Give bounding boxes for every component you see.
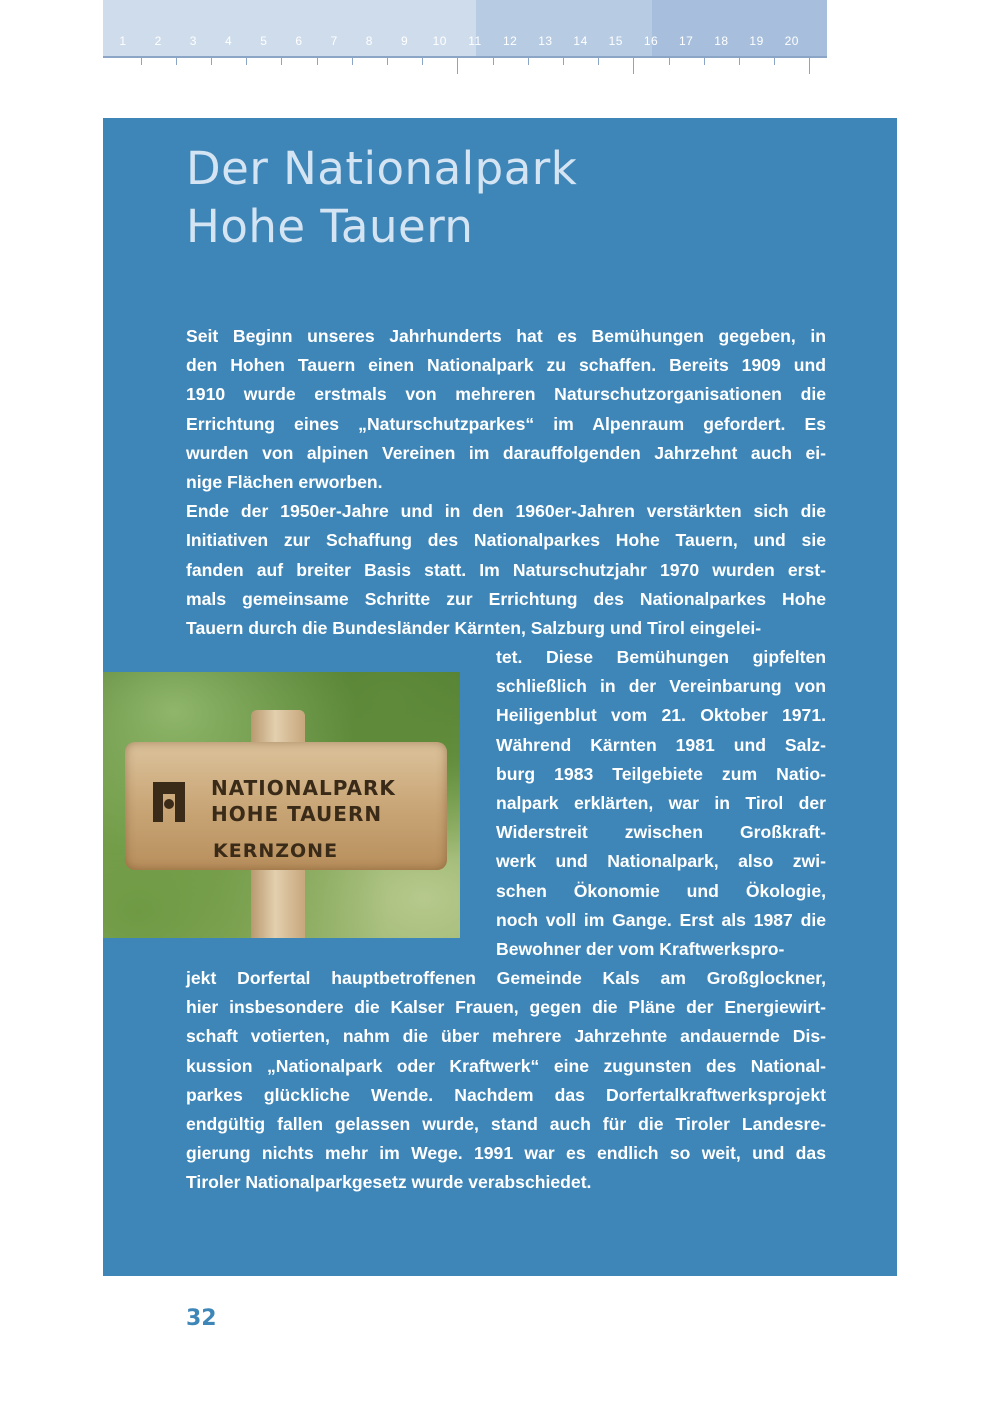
ruler-number: 7 bbox=[330, 34, 338, 48]
text-line: burg 1983 Teilgebiete zum Natio- bbox=[496, 763, 826, 784]
ruler-tick bbox=[281, 56, 282, 65]
ruler-tick bbox=[528, 56, 529, 65]
text-line: Initiativen zur Schaffung des Nationalparkes Hohe Tauern, und sie bbox=[186, 530, 826, 551]
body-text-upper bbox=[186, 322, 826, 643]
ruler-number: 18 bbox=[714, 34, 729, 48]
page-title bbox=[186, 140, 577, 256]
chapter-ruler bbox=[103, 0, 827, 74]
ruler-tick bbox=[633, 56, 634, 74]
body-text-beside-photo bbox=[496, 643, 826, 964]
ruler-tick bbox=[774, 56, 775, 65]
text-line: nige Flächen erworben. bbox=[186, 472, 383, 493]
text-line: schaft votierten, nahm die über mehrere Jahrzehnte andauernde Dis- bbox=[186, 1026, 826, 1047]
text-line: Während Kärnten 1981 und Salz- bbox=[496, 734, 826, 755]
sign-text-line-1: NATIONALPARK bbox=[211, 776, 396, 800]
ruler-tick bbox=[739, 56, 740, 65]
title-line-1: Der Nationalpark bbox=[186, 142, 578, 195]
ruler-number: 4 bbox=[225, 34, 233, 48]
ruler-number: 10 bbox=[432, 34, 447, 48]
ruler-number: 2 bbox=[154, 34, 162, 48]
ruler-tick bbox=[141, 56, 142, 65]
ruler-tick bbox=[211, 56, 212, 65]
ruler-number: 9 bbox=[401, 34, 409, 48]
ruler-number: 1 bbox=[119, 34, 127, 48]
ruler-tick bbox=[669, 56, 670, 65]
text-line: mals gemeinsame Schritte zur Errichtung des Nationalparkes Hohe bbox=[186, 588, 826, 609]
ruler-segment-2 bbox=[476, 0, 652, 58]
text-line: werk und Nationalpark, also zwi- bbox=[496, 851, 826, 872]
text-line: Seit Beginn unseres Jahrhunderts hat es Bemühungen gegeben, in bbox=[186, 326, 826, 346]
ruler-number: 8 bbox=[365, 34, 373, 48]
ruler-tick bbox=[352, 56, 353, 65]
ruler-tick bbox=[563, 56, 564, 65]
ruler-number: 14 bbox=[573, 34, 588, 48]
ruler-number: 19 bbox=[749, 34, 764, 48]
text-line: gierung nichts mehr im Wege. 1991 war es endlich so weit, und das bbox=[186, 1143, 826, 1164]
text-line: Tiroler Nationalparkgesetz wurde verabschiedet. bbox=[186, 1172, 592, 1193]
ruler-number: 16 bbox=[643, 34, 659, 48]
ruler-tick bbox=[457, 56, 458, 74]
text-line: Errichtung eines „Naturschutzparkes“ im Alpenraum gefordert. Es bbox=[186, 413, 826, 434]
text-line: Bewohner der vom Kraftwerkspro- bbox=[496, 939, 785, 960]
text-line: nalpark erklärten, war in Tirol der bbox=[496, 793, 826, 814]
ruler-number: 6 bbox=[295, 34, 303, 48]
text-line: tet. Diese Bemühungen gipfelten bbox=[496, 647, 826, 667]
text-line: wurden von alpinen Vereinen im darauffolgenden Jahrzehnt auch ei- bbox=[186, 442, 826, 463]
text-line: fanden auf breiter Basis statt. Im Naturschutzjahr 1970 wurden erst- bbox=[186, 559, 826, 580]
text-line: noch voll im Gange. Erst als 1987 die bbox=[496, 909, 826, 930]
ruler-tick bbox=[809, 56, 810, 74]
ruler-number: 17 bbox=[679, 34, 694, 48]
ruler-number: 3 bbox=[189, 34, 197, 48]
text-line: Tauern durch die Bundesländer Kärnten, Salzburg und Tirol eingelei- bbox=[186, 618, 762, 639]
text-line: 1910 wurde erstmals von mehreren Naturschutzorganisationen die bbox=[186, 384, 826, 405]
text-line: endgültig fallen gelassen wurde, stand auch für die Tiroler Landesre- bbox=[186, 1114, 826, 1135]
title-line-2: Hohe Tauern bbox=[186, 200, 474, 253]
ruler-segment-1 bbox=[103, 0, 476, 58]
ruler-tick bbox=[317, 56, 318, 65]
ruler-number: 12 bbox=[503, 34, 518, 48]
text-line: schen Ökonomie und Ökologie, bbox=[496, 880, 826, 901]
text-line: parkes glückliche Wende. Nachdem das Dorfertalkraftwerksprojekt bbox=[186, 1084, 826, 1105]
ruler-number: 20 bbox=[784, 34, 799, 48]
text-line: den Hohen Tauern einen Nationalpark zu schaffen. Bereits 1909 und bbox=[186, 355, 826, 376]
text-line: Heiligenblut vom 21. Oktober 1971. bbox=[496, 705, 826, 726]
ruler-number: 5 bbox=[260, 34, 268, 48]
sign-text-line-2: HOHE TAUERN bbox=[211, 802, 383, 826]
ruler-tick bbox=[598, 56, 599, 65]
nationalpark-sign-photo bbox=[103, 672, 460, 938]
ruler-number: 13 bbox=[538, 34, 553, 48]
ruler-segment-3 bbox=[652, 0, 827, 58]
wooden-sign bbox=[125, 742, 447, 870]
nationalpark-logo-icon bbox=[149, 776, 189, 828]
sign-text-line-3: KERNZONE bbox=[213, 840, 339, 862]
ruler-number: 11 bbox=[468, 34, 482, 48]
text-line: Widerstreit zwischen Großkraft- bbox=[496, 822, 826, 843]
text-line: kussion „Nationalpark oder Kraftwerk“ eine zugunsten des National- bbox=[186, 1055, 826, 1076]
ruler-tick bbox=[493, 56, 494, 65]
text-line: schließlich in der Vereinbarung von bbox=[496, 676, 826, 697]
ruler-tick bbox=[246, 56, 247, 65]
ruler-number: 15 bbox=[608, 34, 623, 48]
page-number: 32 bbox=[186, 1306, 217, 1331]
ruler-tick bbox=[387, 56, 388, 65]
ruler-tick bbox=[176, 56, 177, 65]
ruler-tick bbox=[422, 56, 423, 65]
text-line: jekt Dorfertal hauptbetroffenen Gemeinde Kals am Großglockner, bbox=[186, 968, 826, 988]
text-line: Ende der 1950er-Jahre und in den 1960er-Jahren verstärkten sich die bbox=[186, 501, 826, 522]
body-text-lower bbox=[186, 964, 826, 1198]
ruler-tick bbox=[704, 56, 705, 65]
text-line: hier insbesondere die Kalser Frauen, gegen die Pläne der Energiewirt- bbox=[186, 997, 826, 1018]
